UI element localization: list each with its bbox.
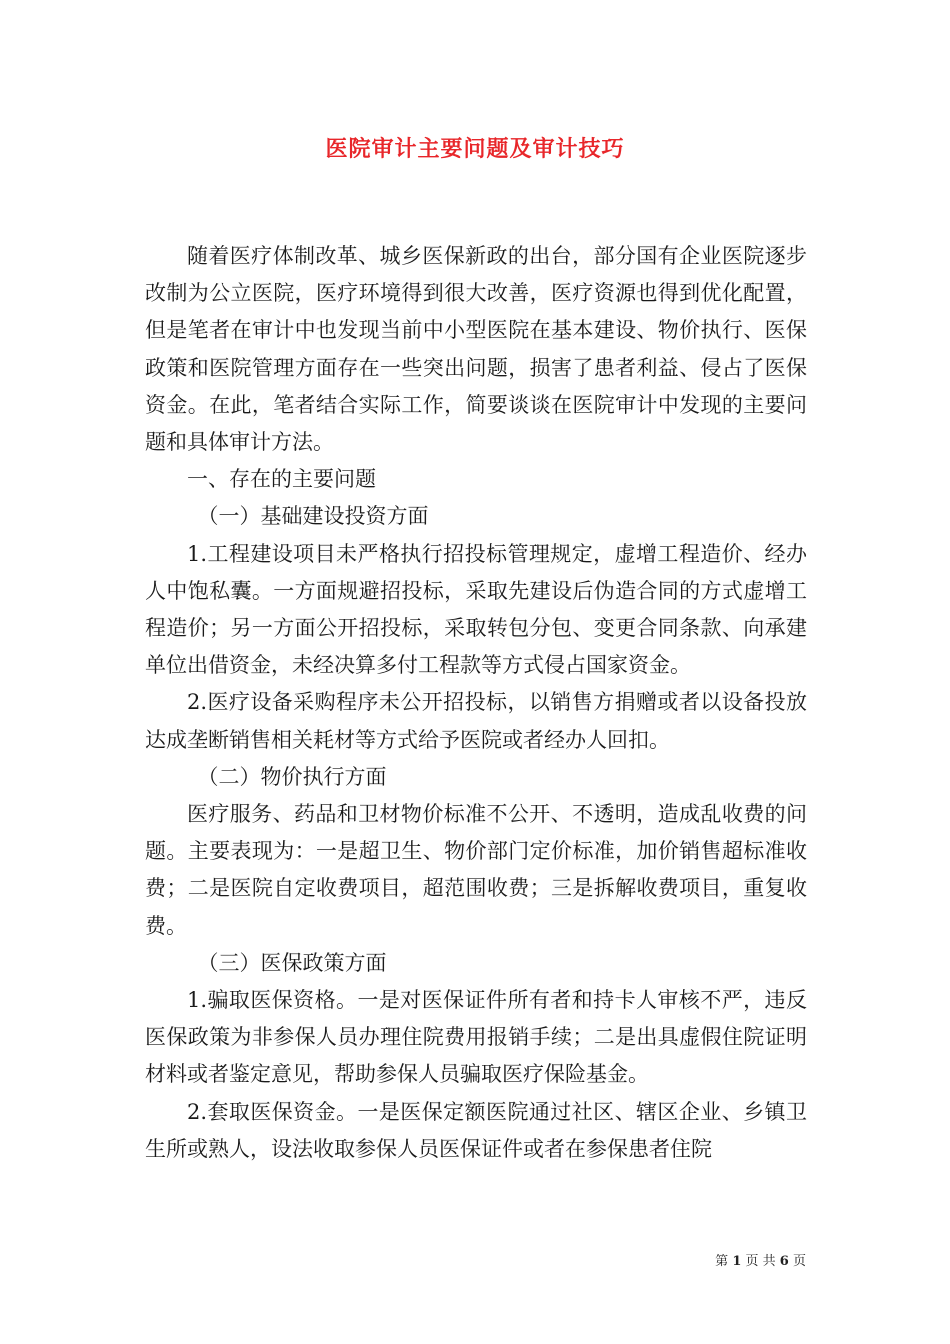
footer-suffix: 页: [792, 1254, 806, 1269]
footer-total-pages: 6: [779, 1254, 789, 1269]
page-footer: [0, 1250, 806, 1269]
paragraph-intro: 随着医疗体制改革、城乡医保新政的出台，部分国有企业医院逐步改制为公立医院，医疗环境得到很大改善，医疗资源也得到优化配置，但是笔者在审计中也发现当前中小型医院在基本建设、物价执行、医保政策和医院管理方面存在一些突出问题，损害了患者利益、侵占了医保资金。在此，笔者结合实际工作，简要谈谈在医院审计中发现的主要问题和具体审计方法。: [145, 244, 807, 455]
paragraph-item-1-2: 2.医疗设备采购程序未公开招投标，以销售方捐赠或者以设备投放达成垄断销售相关耗材等方式给予医院或者经办人回扣。: [145, 690, 807, 752]
paragraph-item-3-1: 1.骗取医保资格。一是对医保证件所有者和持卡人审核不严，违反医保政策为非参保人员办理住院费用报销手续；二是出具虚假住院证明材料或者鉴定意见，帮助参保人员骗取医疗保险基金。: [145, 988, 807, 1087]
subsection-heading-1: （一）基础建设投资方面: [197, 504, 429, 529]
document-body: [145, 238, 807, 1168]
subsection-heading-2: （二）物价执行方面: [197, 764, 387, 789]
paragraph-item-3-2: 2.套取医保资金。一是医保定额医院通过社区、辖区企业、乡镇卫生所或熟人，设法收取参保人员医保证件或者在参保患者住院: [145, 1099, 807, 1161]
document-title: 医院审计主要问题及审计技巧: [325, 136, 625, 162]
footer-middle: 页 共: [745, 1254, 776, 1269]
paragraph-pricing: 医疗服务、药品和卫材物价标准不公开、不透明，造成乱收费的问题。主要表现为：一是超卫生、物价部门定价标准，加价销售超标准收费；二是医院自定收费项目，超范围收费；三是拆解收费项目，重复收费。: [145, 802, 807, 938]
footer-prefix: 第: [715, 1254, 729, 1269]
section-heading-1: 一、存在的主要问题: [187, 467, 376, 492]
subsection-heading-3: （三）医保政策方面: [197, 950, 387, 975]
paragraph-item-1-1: 1.工程建设项目未严格执行招投标管理规定，虚增工程造价、经办人中饱私囊。一方面规避招投标，采取先建设后伪造合同的方式虚增工程造价；另一方面公开招投标，采取转包分包、变更合同条款、向承建单位出借资金，未经决算多付工程款等方式侵占国家资金。: [145, 541, 807, 678]
footer-current-page: 1: [732, 1254, 742, 1269]
